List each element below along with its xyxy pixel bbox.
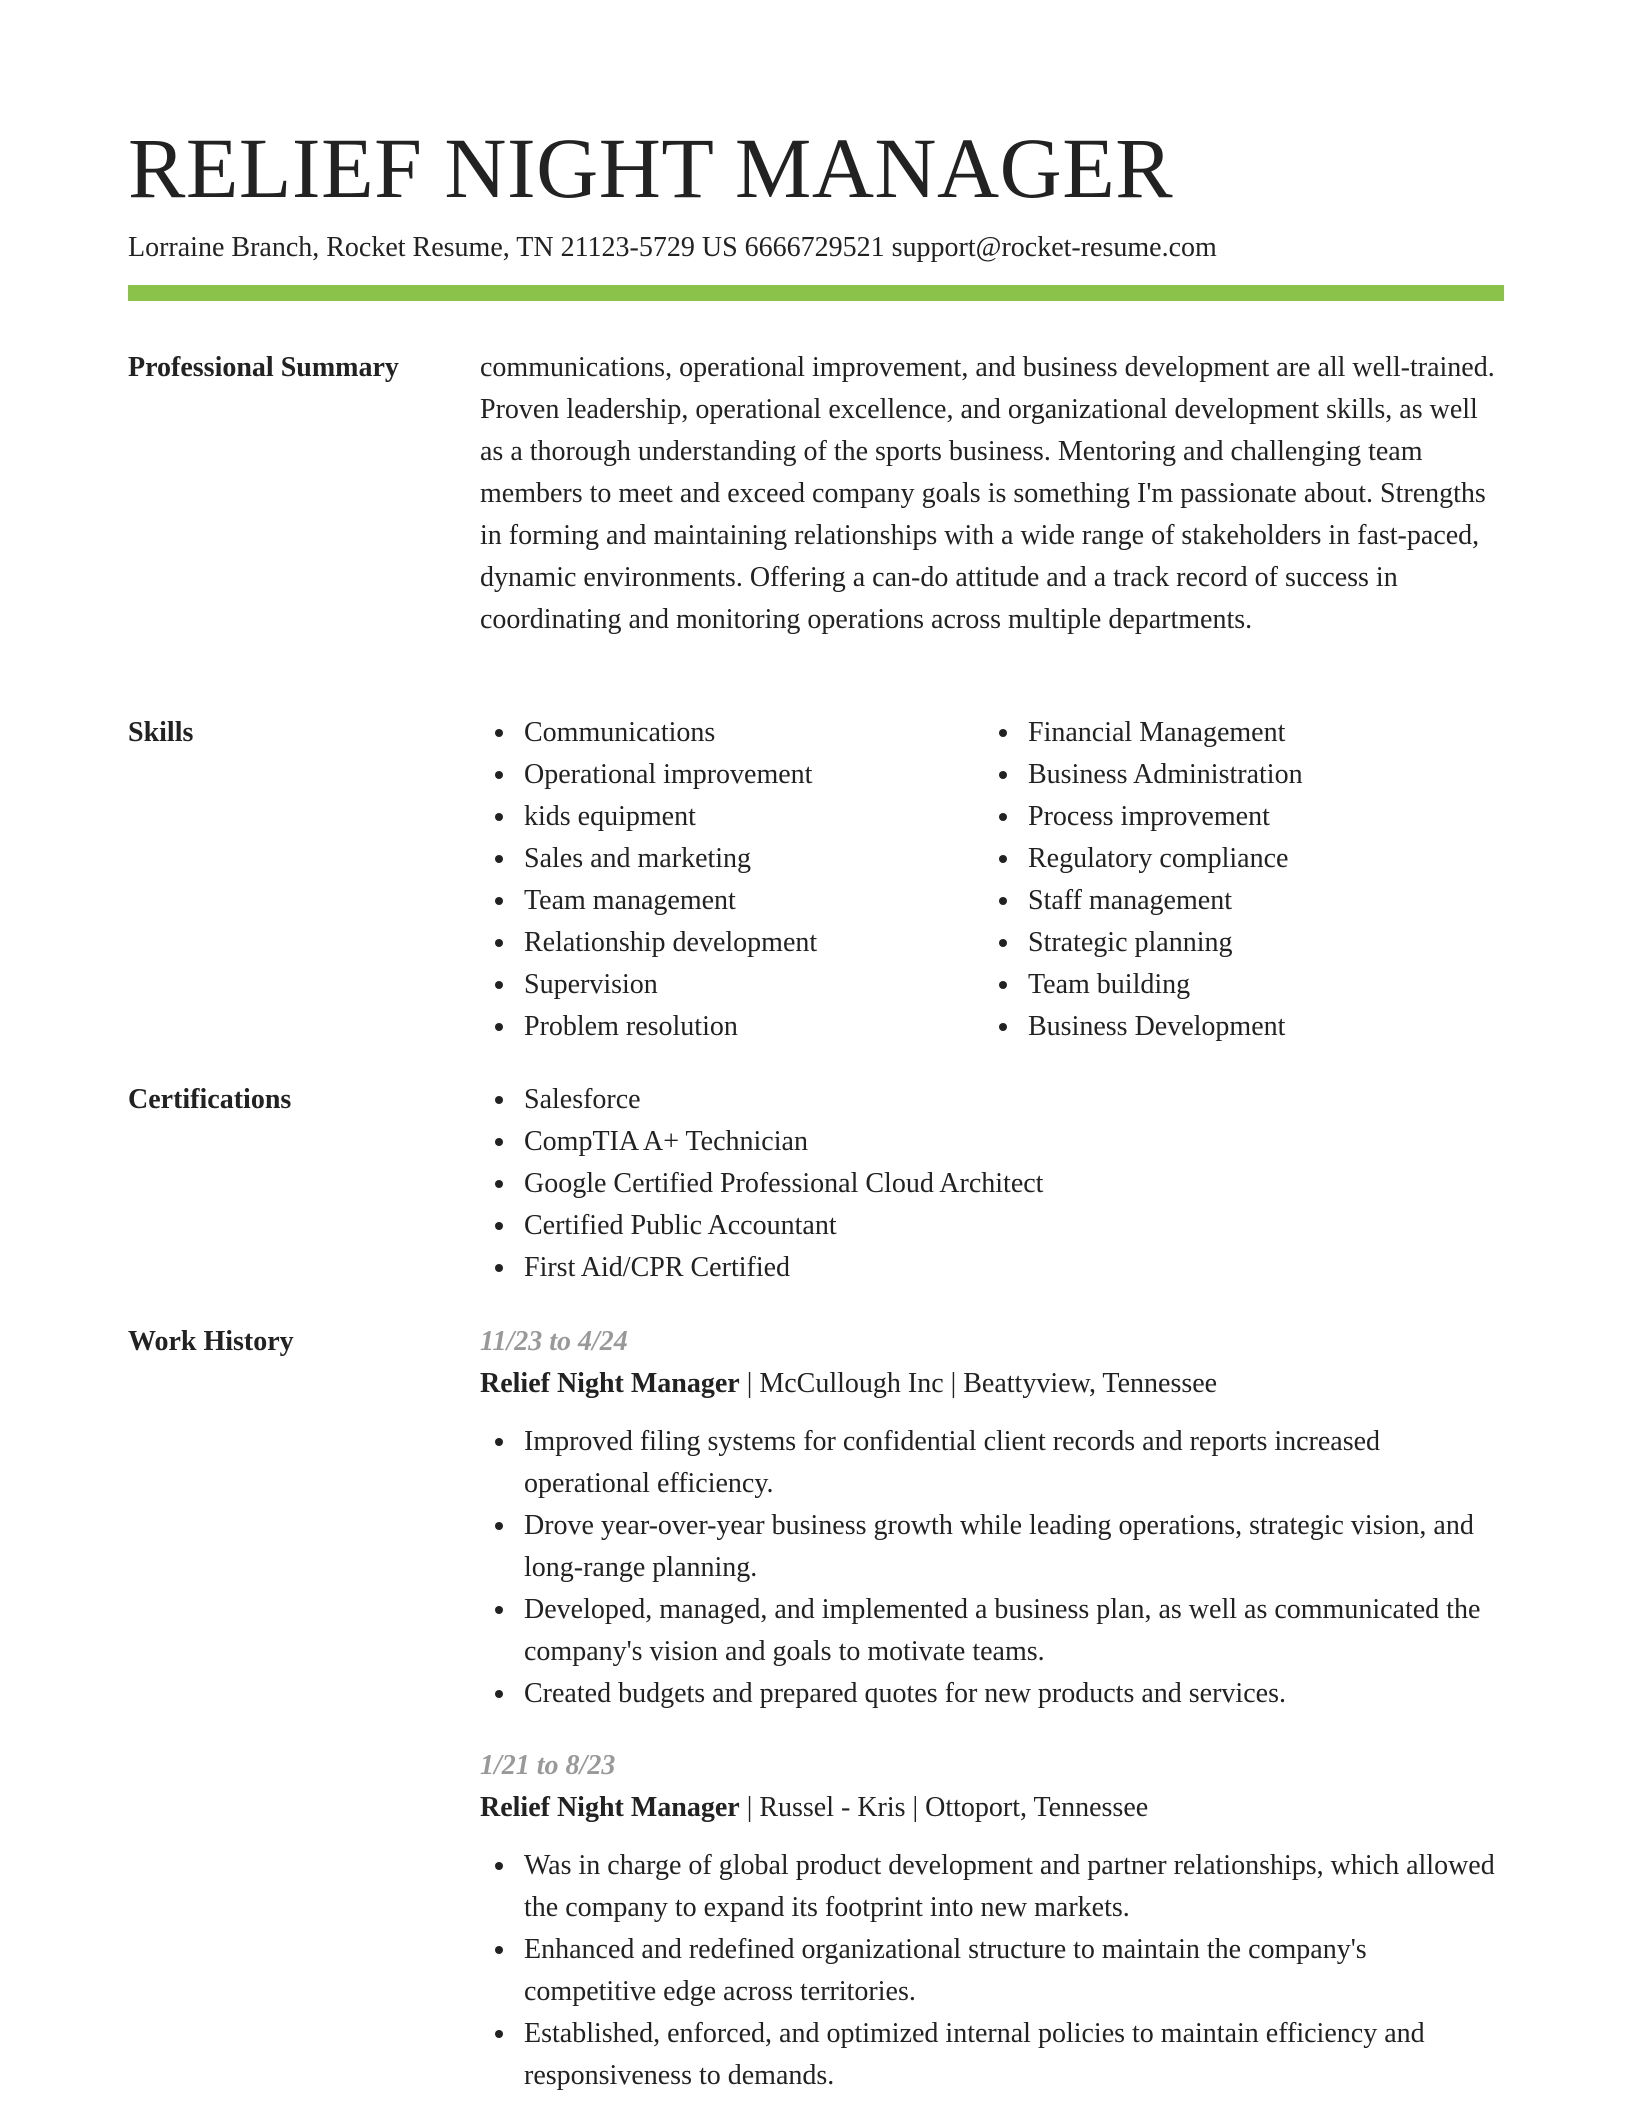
list-item: Supervision [480, 964, 984, 1006]
list-item: Process improvement [984, 796, 1504, 838]
job-heading [480, 1363, 1504, 1405]
list-item: Sales and marketing [480, 838, 984, 880]
summary-body [480, 347, 1504, 641]
header-divider [128, 285, 1504, 301]
list-item: Communications [480, 712, 984, 754]
list-item: First Aid/CPR Certified [480, 1247, 1504, 1289]
list-item: kids equipment [480, 796, 984, 838]
work-history-heading: Work History [128, 1326, 294, 1357]
list-item: Certified Public Accountant [480, 1205, 1504, 1247]
list-item: Created budgets and prepared quotes for new products and services. [480, 1673, 1504, 1715]
job-dates: 11/23 to 4/24 [480, 1326, 628, 1357]
job-entry [480, 1321, 1504, 1715]
work-history-body [480, 1321, 1504, 2097]
list-item: Developed, managed, and implemented a business plan, as well as communicated the company's vision and goals to motivate teams. [480, 1589, 1504, 1673]
list-item: Staff management [984, 880, 1504, 922]
list-item: Established, enforced, and optimized internal policies to maintain efficiency and responsiveness to demands. [480, 2013, 1504, 2097]
job-details: | Russel - Kris | Ottoport, Tennessee [739, 1792, 1149, 1823]
list-item: Drove year-over-year business growth while leading operations, strategic vision, and long-range planning. [480, 1505, 1504, 1589]
list-item: Strategic planning [984, 922, 1504, 964]
certifications-section [128, 1079, 1504, 1291]
page-title: RELIEF NIGHT MANAGER [128, 120, 1174, 216]
summary-text: communications, operational improvement, and business development are all well-trained. Proven leadership, operational excellence, and organizational development skills, as well as a thorough understanding of the sports business. Mentoring and challenging team members to meet and exceed company goals is something I'm passionate about. Strengths in forming and maintaining relationships with a wide range of stakeholders in fast-paced, dynamic environments. Offering a can-do attitude and a track record of success in coordinating and monitoring operations across multiple departments. [480, 352, 1495, 635]
list-item: Salesforce [480, 1079, 1504, 1121]
list-item: Financial Management [984, 712, 1504, 754]
job-details: | McCullough Inc | Beattyview, Tennessee [739, 1368, 1218, 1399]
skills-heading: Skills [128, 717, 194, 748]
job-entry [480, 1745, 1504, 2097]
list-item: Relationship development [480, 922, 984, 964]
summary-heading: Professional Summary [128, 352, 399, 383]
list-item: Business Development [984, 1006, 1504, 1048]
certifications-heading: Certifications [128, 1084, 292, 1115]
work-history-section [128, 1321, 1504, 2101]
job-dates: 1/21 to 8/23 [480, 1750, 616, 1781]
certifications-body [480, 1079, 1504, 1289]
list-item: Google Certified Professional Cloud Architect [480, 1163, 1504, 1205]
job-title: Relief Night Manager [480, 1792, 740, 1823]
skills-list-right [984, 712, 1504, 1048]
list-item: Regulatory compliance [984, 838, 1504, 880]
list-item: Business Administration [984, 754, 1504, 796]
job-title: Relief Night Manager [480, 1368, 740, 1399]
list-item: Team management [480, 880, 984, 922]
list-item: Was in charge of global product development and partner relationships, which allowed the company to expand its footprint into new markets. [480, 1845, 1504, 1929]
summary-section [128, 347, 1504, 683]
job-heading [480, 1787, 1504, 1829]
list-item: Operational improvement [480, 754, 984, 796]
certifications-list [480, 1079, 1504, 1289]
list-item: Enhanced and redefined organizational structure to maintain the company's competitive edge across territories. [480, 1929, 1504, 2013]
job-bullets [480, 1845, 1504, 2097]
list-item: Team building [984, 964, 1504, 1006]
skills-section [128, 712, 1504, 1052]
skills-list-left [480, 712, 984, 1048]
list-item: CompTIA A+ Technician [480, 1121, 1504, 1163]
skills-body [480, 712, 1504, 1048]
list-item: Improved filing systems for confidential client records and reports increased operational efficiency. [480, 1421, 1504, 1505]
job-bullets [480, 1421, 1504, 1715]
list-item: Problem resolution [480, 1006, 984, 1048]
contact-line: Lorraine Branch, Rocket Resume, TN 21123-5729 US 6666729521 support@rocket-resume.com [128, 232, 1217, 263]
